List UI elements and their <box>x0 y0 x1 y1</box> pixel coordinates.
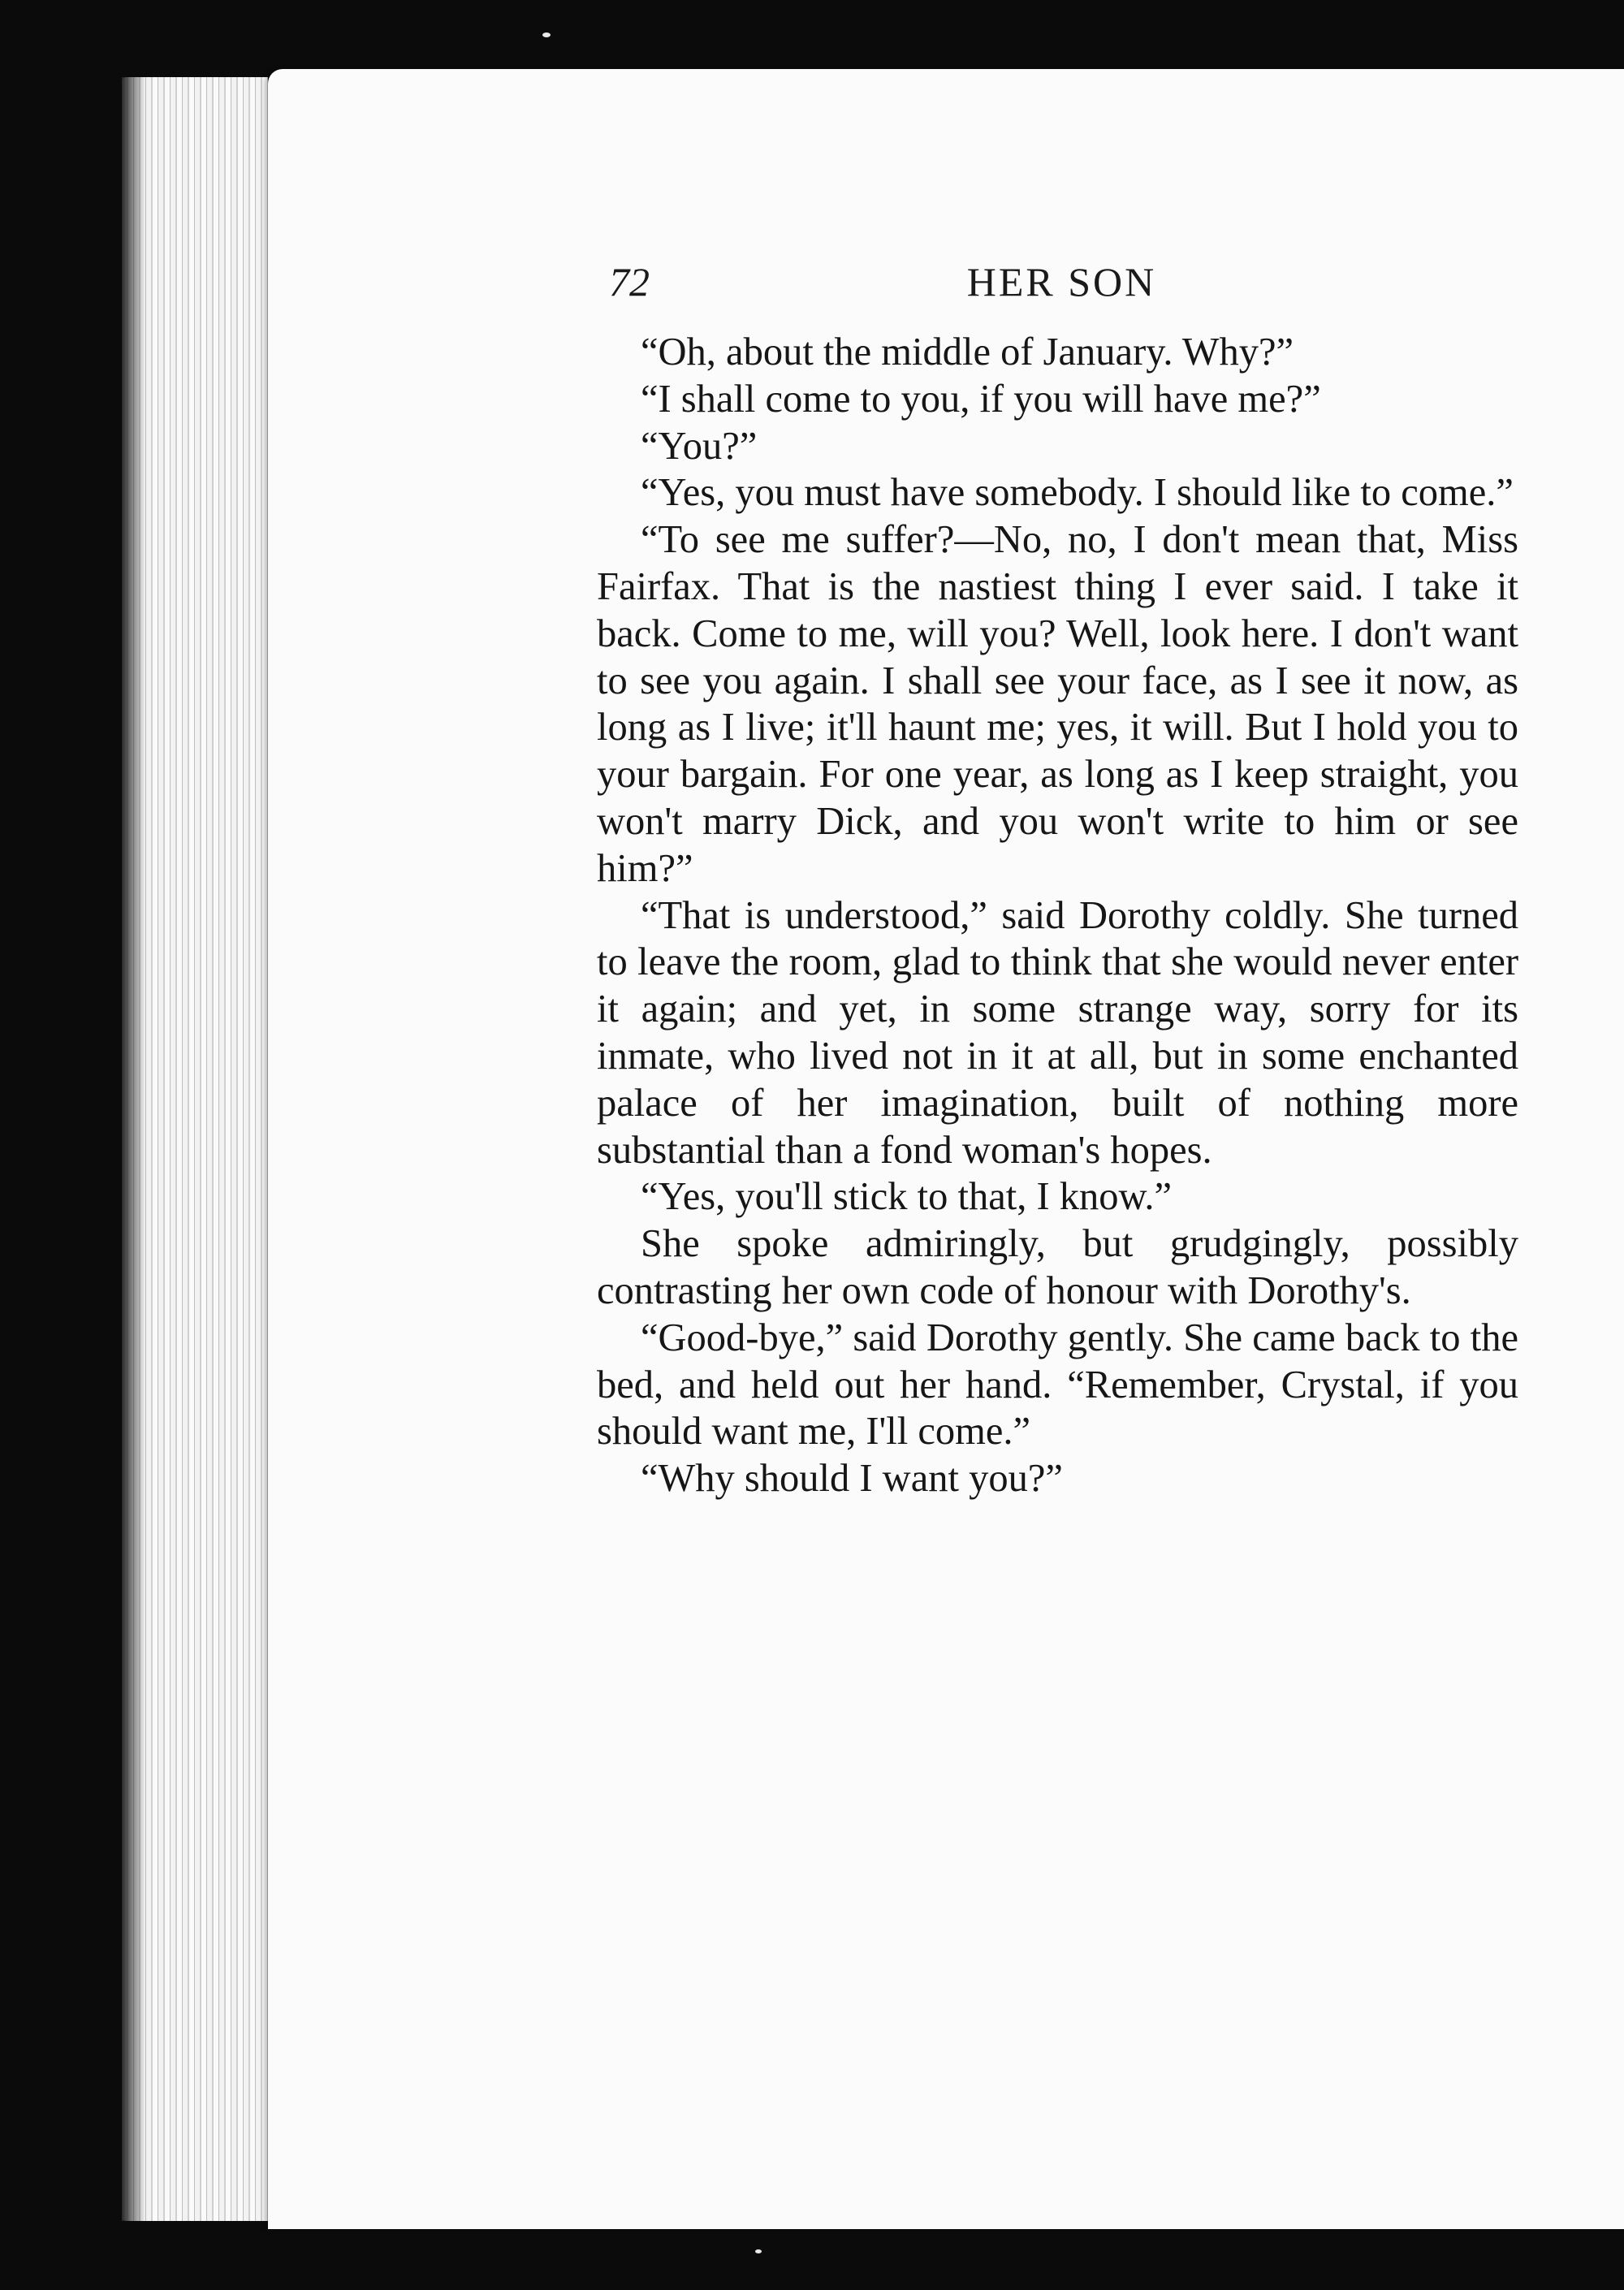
paragraph: “Yes, you must have somebody. I should like to come.” <box>641 471 1514 515</box>
paragraph: She spoke admiringly, but grudgingly, possibly contrasting her own code of honour with Dorothy's. <box>597 1222 1518 1312</box>
page-number: 72 <box>609 259 650 305</box>
paragraph: “Oh, about the middle of January. Why?” <box>641 331 1294 374</box>
scan-speck <box>755 2249 762 2253</box>
paragraph: “I shall come to you, if you will have me?” <box>641 377 1321 421</box>
paragraph: “You?” <box>641 424 758 468</box>
paragraph: “To see me suffer?—No, no, I don't mean that, Miss Fairfax. That is the nastiest thing I ever said. I take it back. Come to me, will you? Well, look here. I don't want to see you again. I shall see your face, as I see it now, as long as I live; it'll haunt me; yes, it will. But I hold you to your bargain. For one year, as long as I keep straight, you won't marry Dick, and you won't write to him or see him?” <box>597 518 1518 890</box>
scan-speck <box>542 32 551 37</box>
paragraph: “That is understood,” said Dorothy coldly. She turned to leave the room, glad to think that she would never enter it again; and yet, in some strange way, sorry for its inmate, who lived not in it at all, but in some enchanted palace of her imagination, built of nothing more substantial than a fond woman's hopes. <box>597 893 1518 1172</box>
running-head <box>609 258 1514 315</box>
paragraph: “Good-bye,” said Dorothy gently. She came back to the bed, and held out her hand. “Remember, Crystal, if you should want me, I'll come.” <box>597 1316 1518 1454</box>
paragraph: “Why should I want you?” <box>641 1457 1063 1501</box>
body-text <box>597 329 1518 1502</box>
running-title: HER SON <box>966 259 1157 305</box>
paragraph: “Yes, you'll stick to that, I know.” <box>641 1175 1173 1219</box>
book-page-edges <box>122 77 268 2221</box>
